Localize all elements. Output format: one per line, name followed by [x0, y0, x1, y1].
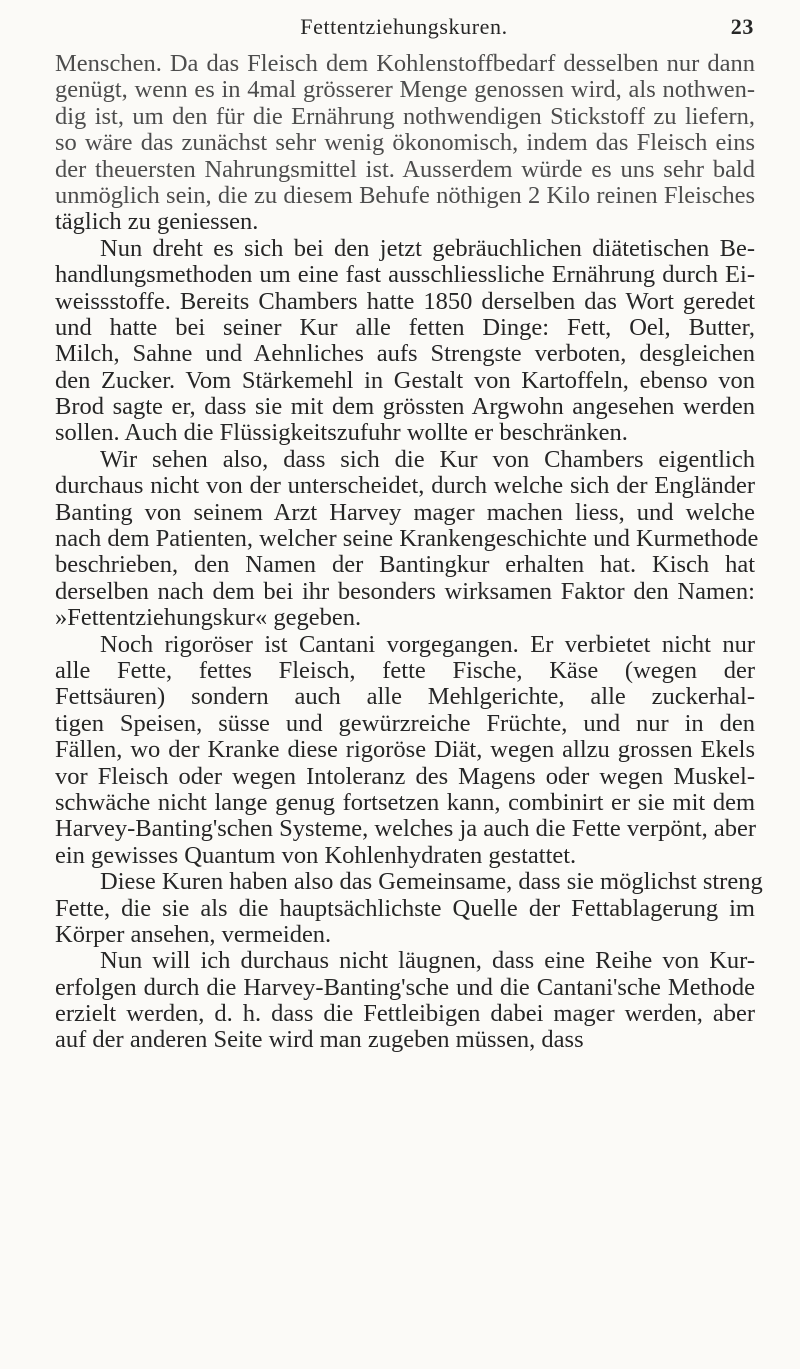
text-line: alle Fette, fettes Fleisch, fette Fische, Käse (wegen der: [55, 656, 755, 684]
text-line: tigen Speisen, süsse und gewürzreiche Früchte, und nur in den: [55, 709, 755, 737]
text-line: genügt, wenn es in 4mal grösserer Menge genossen wird, als nothwen-: [55, 76, 755, 104]
text-line: Fette, die sie als die hauptsächlichste Quelle der Fettablagerung im: [55, 894, 755, 922]
text-line: Wir sehen also, dass sich die Kur von Chambers eigentlich: [100, 445, 755, 473]
text-line: unmöglich sein, die zu diesem Behufe nöthigen 2 Kilo reinen Fleisches: [55, 181, 755, 209]
text-line: und hatte bei seiner Kur alle fetten Dinge: Fett, Oel, Butter,: [55, 313, 755, 341]
text-line: erzielt werden, d. h. dass die Fettleibigen dabei mager werden, aber: [55, 1000, 755, 1028]
text-line: Körper ansehen, vermeiden.: [55, 920, 332, 948]
page-number: 23: [730, 14, 754, 39]
text-line: Banting von seinem Arzt Harvey mager machen liess, und welche: [55, 498, 755, 526]
text-line: »Fettentziehungskur« gegeben.: [55, 604, 362, 632]
running-head: [54, 6, 754, 46]
text-line: beschrieben, den Namen der Bantingkur erhalten hat. Kisch hat: [55, 551, 755, 579]
text-line: Milch, Sahne und Aehnliches aufs Strengste verboten, desgleichen: [55, 340, 755, 368]
text-line: derselben nach dem bei ihr besonders wirksamen Faktor den Namen:: [55, 577, 755, 605]
text-line: durchaus nicht von der unterscheidet, durch welche sich der Engländer: [55, 472, 755, 500]
text-line: Harvey-Banting'schen Systeme, welches ja auch die Fette verpönt, aber: [55, 815, 757, 843]
text-line: handlungsmethoden um eine fast ausschliessliche Ernährung durch Ei-: [55, 261, 755, 289]
text-line: Noch rigoröser ist Cantani vorgegangen. Er verbietet nicht nur: [100, 630, 755, 658]
text-line: erfolgen durch die Harvey-Banting'sche und die Cantani'sche Methode: [55, 973, 755, 1001]
running-title: Fettentziehungskuren.: [300, 14, 508, 39]
text-line: dig ist, um den für die Ernährung nothwendigen Stickstoff zu liefern,: [55, 102, 755, 130]
text-line: sollen. Auch die Flüssigkeitszufuhr wollte er beschränken.: [55, 419, 628, 447]
text-line: schwäche nicht lange genug fortsetzen kann, combinirt er sie mit dem: [55, 788, 755, 816]
text-line: so wäre das zunächst sehr wenig ökonomisch, indem das Fleisch eins: [55, 129, 755, 157]
text-line: Menschen. Da das Fleisch dem Kohlenstoffbedarf desselben nur dann: [55, 50, 755, 77]
text-line: Brod sagte er, dass sie mit dem grössten Argwohn angesehen werden: [55, 393, 755, 421]
text-line: vor Fleisch oder wegen Intoleranz des Magens oder wegen Muskel-: [55, 762, 755, 790]
text-line: weissstoffe. Bereits Chambers hatte 1850 derselben das Wort geredet: [55, 287, 755, 315]
text-line: nach dem Patienten, welcher seine Krankengeschichte und Kurmethode: [55, 525, 759, 553]
text-line: den Zucker. Vom Stärkemehl in Gestalt von Kartoffeln, ebenso von: [55, 366, 755, 394]
text-line: der theuersten Nahrungsmittel ist. Ausserdem würde es uns sehr bald: [55, 155, 755, 183]
text-line: täglich zu geniessen.: [55, 208, 259, 236]
text-line: Nun dreht es sich bei den jetzt gebräuchlichen diätetischen Be-: [100, 234, 755, 262]
text-line: auf der anderen Seite wird man zugeben müssen, dass: [55, 1026, 584, 1054]
text-line: Diese Kuren haben also das Gemeinsame, dass sie möglichst streng: [100, 868, 763, 896]
text-line: Fettsäuren) sondern auch alle Mehlgerichte, alle zuckerhal-: [55, 683, 755, 711]
text-line: Fällen, wo der Kranke diese rigoröse Diät, wegen allzu grossen Ekels: [55, 736, 755, 764]
text-line: ein gewisses Quantum von Kohlenhydraten gestattet.: [55, 841, 577, 869]
body-text: [55, 50, 763, 1054]
text-line: Nun will ich durchaus nicht läugnen, dass eine Reihe von Kur-: [100, 947, 755, 975]
